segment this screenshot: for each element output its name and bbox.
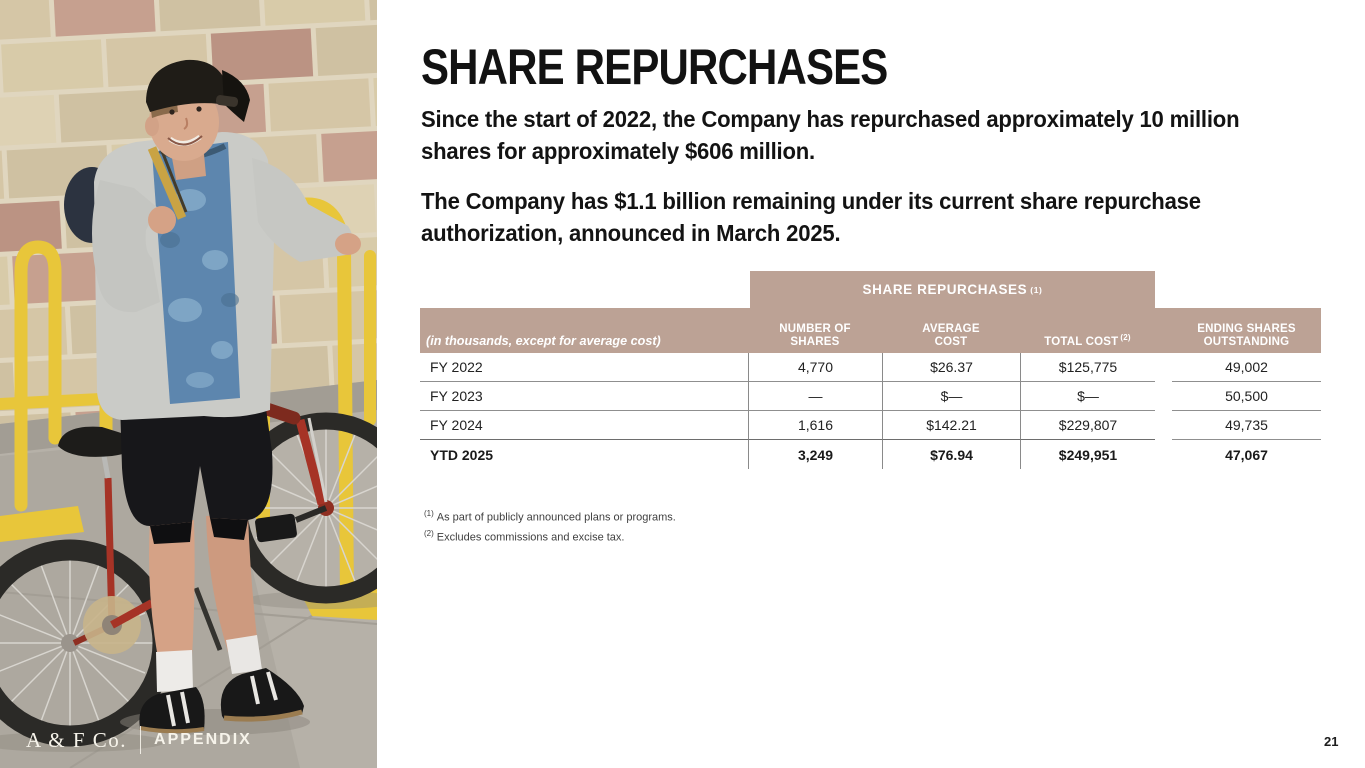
table-units-note: (in thousands, except for average cost): [426, 333, 661, 348]
intro-paragraph-2-line-1: The Company has $1.1 billion remaining under its current share repurchase: [421, 188, 1201, 214]
hero-photo: [0, 0, 377, 768]
table-gap: [1155, 382, 1172, 411]
table-row-label: FY 2022: [420, 353, 748, 382]
intro-paragraph-2: [421, 185, 1201, 249]
table-cell-avg-cost: $—: [882, 382, 1020, 411]
footnote-ref-1: (1): [1030, 284, 1043, 295]
table-span-header: [750, 271, 1155, 308]
table-cell-shares: —: [748, 382, 882, 411]
table-cell-total-cost: $125,775: [1020, 353, 1155, 382]
table-row-label: FY 2023: [420, 382, 748, 411]
brand-mark: A & F Co.: [26, 727, 128, 752]
page-number: 21: [1324, 734, 1339, 749]
table-cell-total-cost: $249,951: [1020, 440, 1155, 469]
hero-photo-illustration: [0, 0, 377, 768]
column-header-ending-shares: ENDING SHARES OUTSTANDING: [1197, 323, 1296, 348]
table-cell-avg-cost: $76.94: [882, 440, 1020, 469]
table-cell-ending-shares: 49,735: [1172, 411, 1321, 440]
table-cell-total-cost: $229,807: [1020, 411, 1155, 440]
table-cell-total-cost: $—: [1020, 382, 1155, 411]
intro-paragraph-2-line-2: authorization, announced in March 2025.: [421, 220, 841, 246]
column-header-average-cost: AVERAGE COST: [922, 323, 980, 348]
footnote-2: $^{(2)}$ Excludes commissions and excise tax.: [424, 528, 625, 544]
page-title: SHARE REPURCHASES: [421, 39, 888, 95]
table-cell-shares: 4,770: [748, 353, 882, 382]
table-cell-shares: 1,616: [748, 411, 882, 440]
section-label: APPENDIX: [154, 731, 252, 748]
table-header-row: [420, 308, 1321, 353]
intro-paragraph-1: [421, 103, 1239, 167]
share-repurchases-table: [420, 271, 1321, 471]
intro-paragraph-1-line-2: shares for approximately $606 million.: [421, 138, 815, 164]
footnote-ref-2: (2): [1120, 333, 1131, 343]
table-row-label: FY 2024: [420, 411, 748, 440]
table-gap: [1155, 411, 1172, 440]
table-cell-avg-cost: $26.37: [882, 353, 1020, 382]
table-cell-ending-shares: 47,067: [1225, 446, 1268, 463]
footnotes: [424, 506, 676, 545]
table-span-header-label: SHARE REPURCHASES: [862, 282, 1028, 297]
table-gap: [1155, 353, 1172, 382]
table-gap: [1155, 440, 1172, 469]
table-cell-ending-shares: 49,002: [1172, 353, 1321, 382]
table-row-label: YTD 2025: [430, 446, 494, 463]
footer-brand: [26, 726, 252, 754]
column-header-total-cost: TOTAL COST $^{(2)}$: [1044, 333, 1131, 348]
table-cell-ending-shares: 50,500: [1172, 382, 1321, 411]
footnote-1: $^{(1)}$ As part of publicly announced plans or programs.: [424, 509, 676, 524]
table-cell-shares: 3,249: [748, 440, 882, 469]
intro-paragraph-1-line-1: Since the start of 2022, the Company has repurchased approximately 10 million: [421, 106, 1240, 132]
brand-divider: [140, 726, 141, 754]
column-header-number-of-shares: NUMBER OF SHARES: [779, 323, 851, 348]
table-body: [420, 353, 1321, 469]
table-cell-avg-cost: $142.21: [882, 411, 1020, 440]
